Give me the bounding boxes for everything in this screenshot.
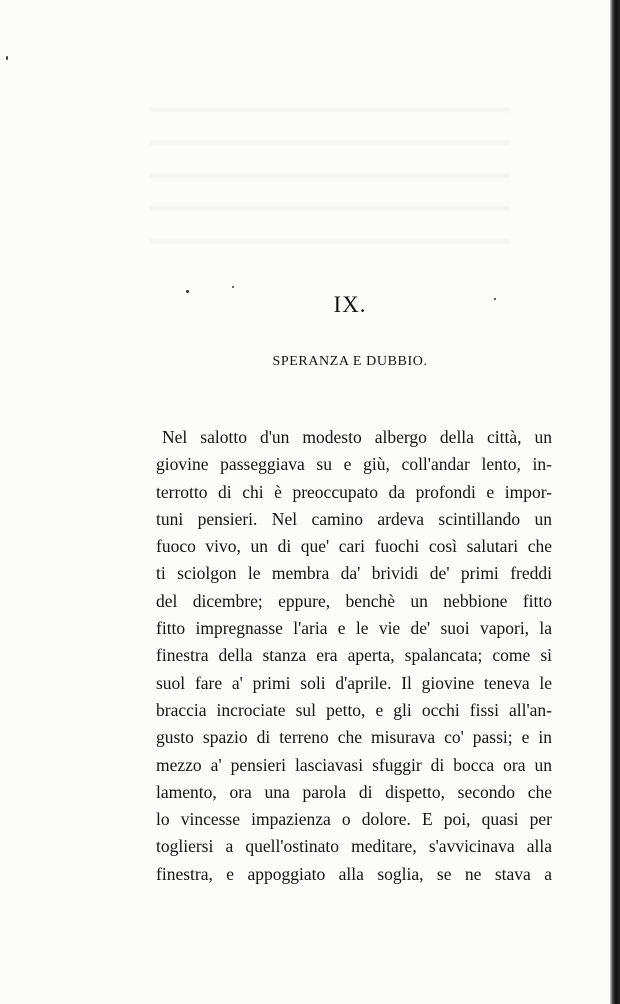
text-line: terrotto di chi è preoccupato da profondi e impor- bbox=[156, 481, 552, 502]
text-line: finestra della stanza era aperta, spalancata; come si bbox=[156, 645, 552, 666]
chapter-number: IX. bbox=[333, 292, 367, 317]
text-line: gusto spazio di terreno che misurava co' passi; e in bbox=[156, 727, 552, 748]
text-line: braccia incrociate sul petto, e gli occhi fissi all'an- bbox=[156, 699, 552, 720]
page-edge-shadow bbox=[610, 0, 620, 1004]
text-line: fuoco vivo, un di que' cari fuochi così salutari che bbox=[156, 536, 552, 557]
text-line: lo vincesse impazienza o dolore. E poi, quasi per bbox=[156, 809, 552, 830]
text-line: Nel salotto d'un modesto albergo della città, un bbox=[162, 427, 552, 447]
text-line: tuni pensieri. Nel camino ardeva scintillando un bbox=[156, 508, 552, 529]
text-line: mezzo a' pensieri lasciavasi sfuggir di bocca ora un bbox=[156, 754, 552, 775]
text-line: suol fare a' primi soli d'aprile. Il giovine teneva le bbox=[156, 672, 552, 693]
text-line: ti sciolgon le membra da' brividi de' primi freddi bbox=[156, 563, 552, 584]
chapter-title: SPERANZA E DUBBIO. bbox=[272, 354, 428, 369]
show-through-text bbox=[150, 92, 510, 262]
ink-speck bbox=[6, 56, 8, 60]
text-line: fitto impregnasse l'aria e le vie de' suoi vapori, la bbox=[156, 618, 552, 639]
body-text bbox=[156, 424, 552, 888]
text-line: togliersi a quell'ostinato meditare, s'avvicinava alla bbox=[156, 836, 552, 857]
text-line: del dicembre; eppure, benchè un nebbione fitto bbox=[156, 590, 552, 611]
text-line: lamento, ora una parola di dispetto, secondo che bbox=[156, 781, 552, 802]
text-line: finestra, e appoggiato alla soglia, se ne stava a bbox=[156, 863, 552, 884]
ink-speck bbox=[232, 286, 234, 288]
text-line: giovine passeggiava su e giù, coll'andar lento, in- bbox=[156, 454, 552, 475]
